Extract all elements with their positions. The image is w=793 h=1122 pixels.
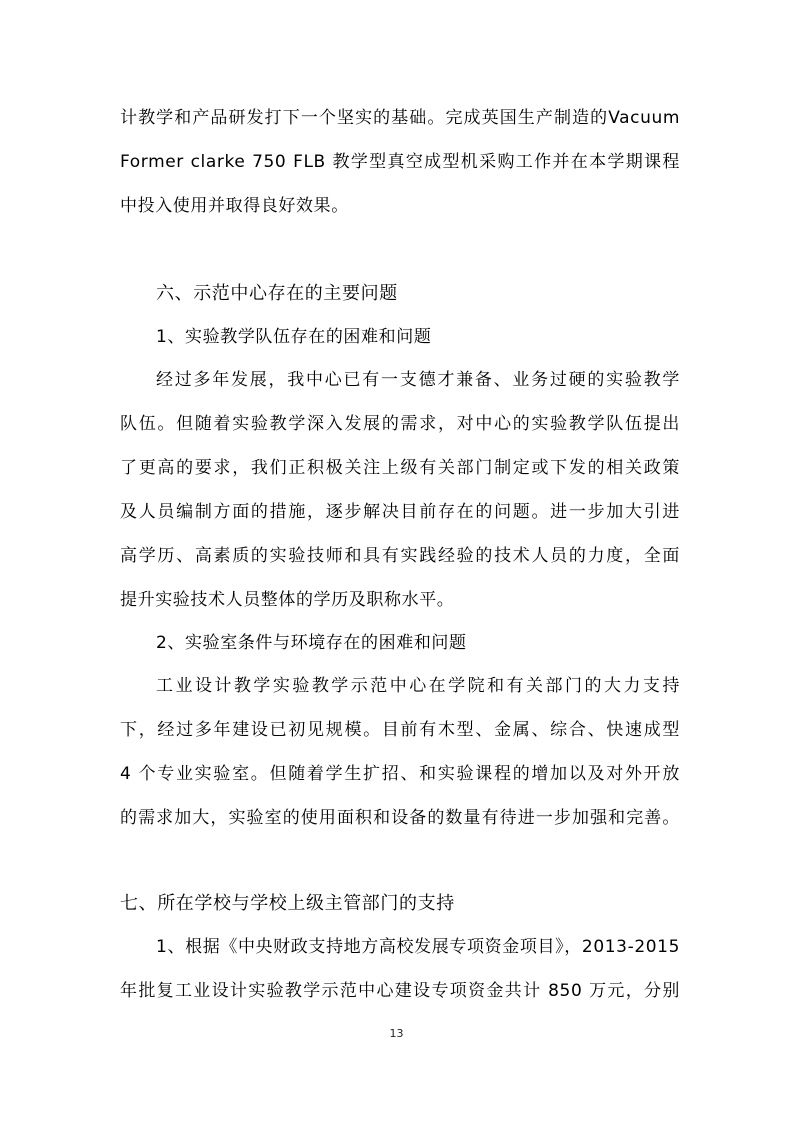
intro-line-2: Former clarke 750 FLB 教学型真空成型机采购工作并在本学期课程 [120,152,680,172]
section-6-sub-2-line-1: 工业设计教学实验教学示范中心在学院和有关部门的大力支持 [156,676,680,696]
section-6-sub-2-title: 2、实验室条件与环境存在的困难和问题 [156,633,467,653]
intro-line-1: 计教学和产品研发打下一个坚实的基础。完成英国生产制造的Vacuum [120,108,680,128]
section-6-sub-1-line-6: 提升实验技术人员整体的学历及职称水平。 [120,590,455,610]
section-6-sub-2-line-3: 4 个专业实验室。但随着学生扩招、和实验课程的增加以及对外开放 [120,764,680,784]
section-6-sub-1-line-1: 经过多年发展，我中心已有一支德才兼备、业务过硬的实验教学 [156,370,680,390]
section-6-sub-1-line-5: 高学历、高素质的实验技师和具有实践经验的技术人员的力度，全面 [120,546,680,566]
intro-line-3: 中投入使用并取得良好效果。 [120,196,349,216]
section-7-line-1: 1、根据《中央财政支持地方高校发展专项资金项目》，2013-2015 [156,937,680,957]
page-number: 13 [389,1027,404,1040]
section-6-sub-1-title: 1、实验教学队伍存在的困难和问题 [156,327,432,347]
section-6-sub-2-line-4: 的需求加大，实验室的使用面积和设备的数量有待进一步加强和完善。 [120,808,680,828]
section-6-sub-1-line-4: 及人员编制方面的措施，逐步解决目前存在的问题。进一步加大引进 [120,502,680,522]
section-6-sub-1-line-3: 了更高的要求，我们正积极关注上级有关部门制定或下发的相关政策 [120,458,680,478]
section-7-heading: 七、所在学校与学校上级主管部门的支持 [120,893,455,914]
section-6-sub-1-line-2: 队伍。但随着实验教学深入发展的需求，对中心的实验教学队伍提出 [120,414,680,434]
section-6-sub-2-line-2: 下，经过多年建设已初见规模。目前有木型、金属、综合、快速成型 [120,720,680,740]
section-7-line-2: 年批复工业设计实验教学示范中心建设专项资金共计 850 万元，分别 [120,981,680,1001]
section-6-heading: 六、示范中心存在的主要问题 [156,283,398,304]
